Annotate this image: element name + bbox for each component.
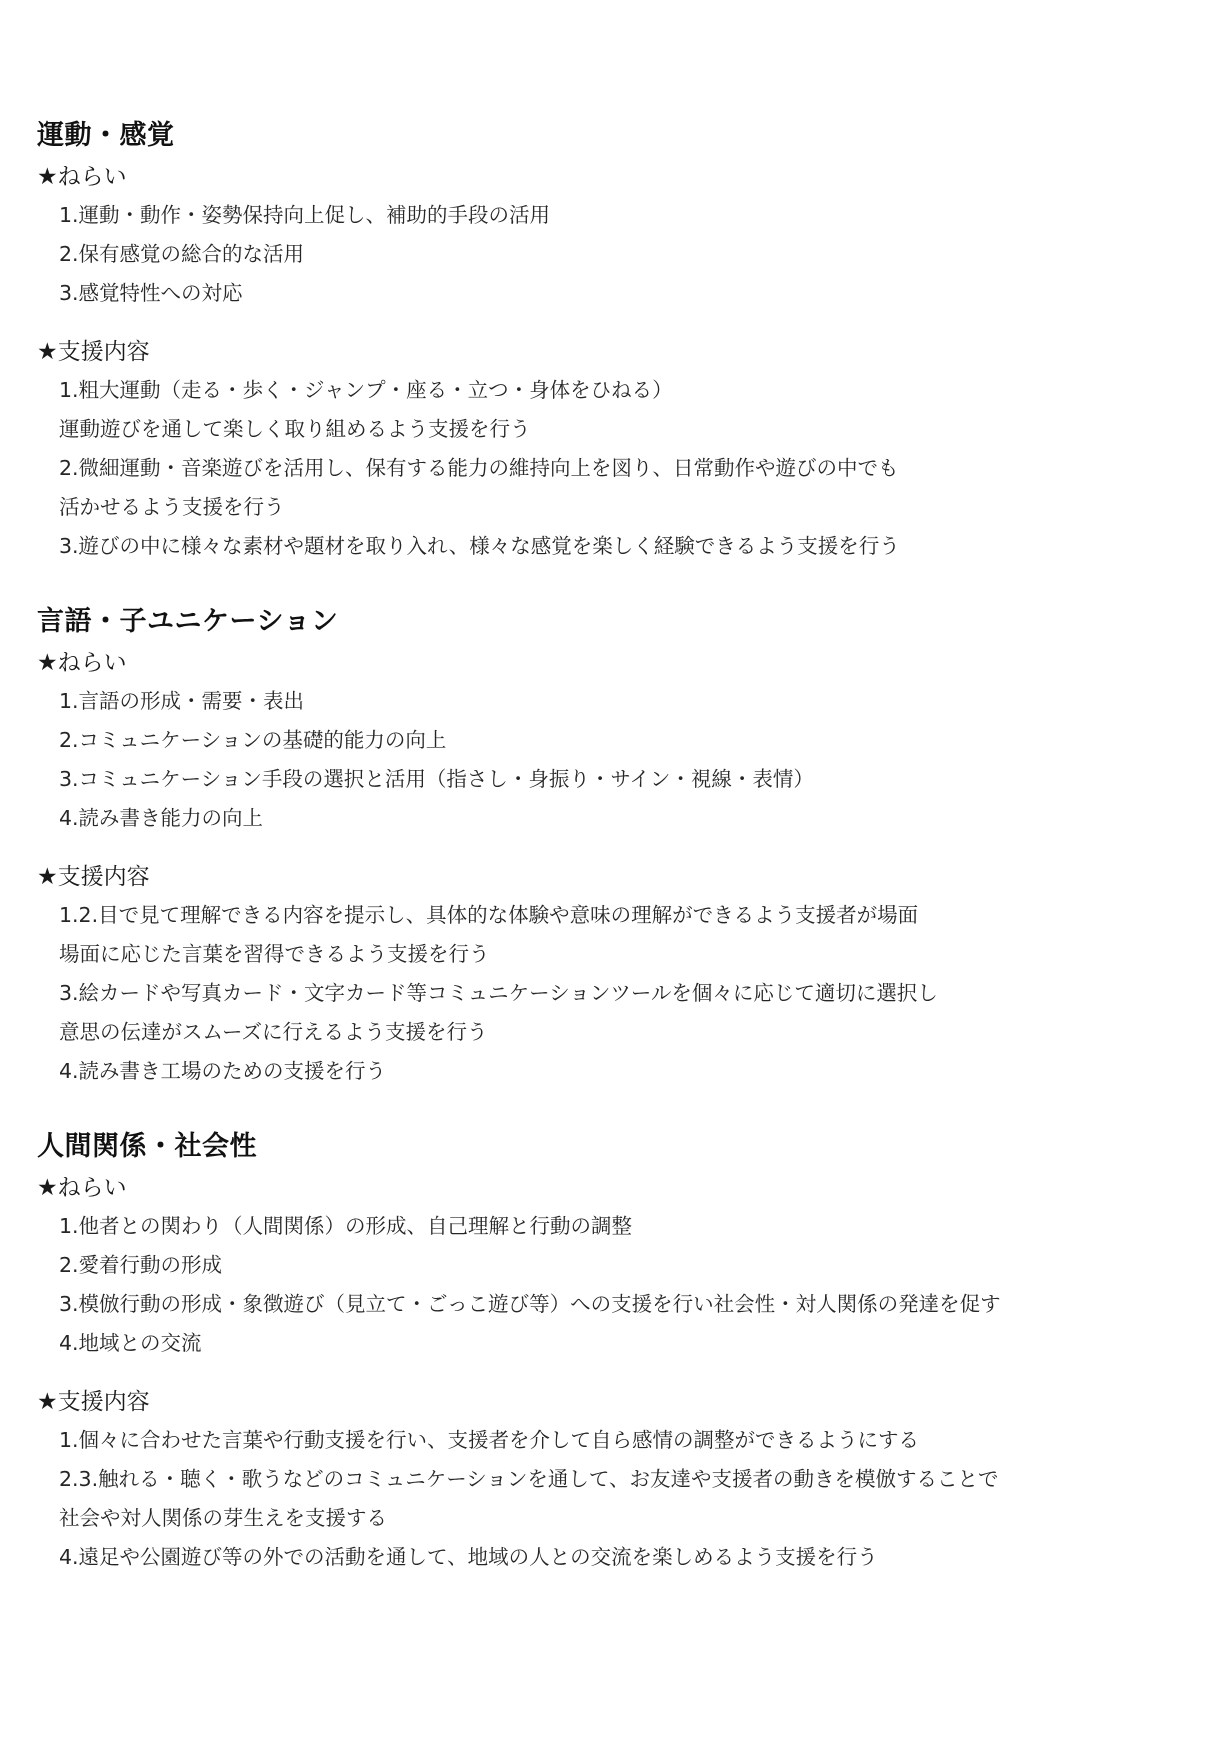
aims-heading: ★ねらい [37,650,127,676]
support-block [37,335,1187,566]
aims-block [37,1171,1187,1363]
section-title: 運動・感覚 [37,120,175,151]
list-item: 2.愛着行動の形成 [59,1253,223,1277]
list-item: 3.絵カードや写真カード・文字カード等コミュニケーションツールを個々に応じて適切に選択し [59,981,938,1005]
support-block [37,1385,1187,1577]
aims-block [37,160,1187,313]
list-item: 運動遊びを通して楽しく取り組めるよう支援を行う [59,417,531,441]
list-item: 活かせるよう支援を行う [59,495,285,519]
section-relationships-social [37,1129,1187,1577]
list-item: 4.読み書き能力の向上 [59,806,264,830]
aims-list [37,1207,1187,1363]
support-heading: ★支援内容 [37,339,150,365]
list-item: 3.感覚特性への対応 [59,281,243,305]
section-language-communication [37,604,1187,1091]
support-heading: ★支援内容 [37,1389,150,1415]
list-item: 2.コミュニケーションの基礎的能力の向上 [59,728,447,752]
support-list [37,1421,1187,1577]
list-item: 4.読み書き工場のための支援を行う [59,1059,387,1083]
aims-heading: ★ねらい [37,1175,127,1201]
list-item: 4.遠足や公園遊び等の外での活動を通して、地域の人との交流を楽しめるよう支援を行う [59,1545,878,1569]
list-item: 場面に応じた言葉を習得できるよう支援を行う [59,942,490,966]
list-item: 3.コミュニケーション手段の選択と活用（指さし・身振り・サイン・視線・表情） [59,767,814,791]
aims-list [37,682,1187,838]
section-motor-sensory [37,118,1187,566]
aims-heading: ★ねらい [37,164,127,190]
list-item: 1.2.目で見て理解できる内容を提示し、具体的な体験や意味の理解ができるよう支援者が場面 [59,903,919,927]
list-item: 2.微細運動・音楽遊びを活用し、保有する能力の維持向上を図り、日常動作や遊びの中でも [59,456,899,480]
aims-list [37,196,1187,313]
list-item: 4.地域との交流 [59,1331,202,1355]
list-item: 3.模倣行動の形成・象徴遊び（見立て・ごっこ遊び等）への支援を行い社会性・対人関係の発達を促す [59,1292,1001,1316]
aims-block [37,646,1187,838]
list-item: 意思の伝達がスムーズに行えるよう支援を行う [59,1020,488,1044]
list-item: 1.粗大運動（走る・歩く・ジャンプ・座る・立つ・身体をひねる） [59,378,673,402]
support-list [37,896,1187,1091]
list-item: 1.運動・動作・姿勢保持向上促し、補助的手段の活用 [59,203,551,227]
list-item: 1.個々に合わせた言葉や行動支援を行い、支援者を介して自ら感情の調整ができるようにする [59,1428,920,1452]
section-title: 言語・子ユニケーション [37,606,339,637]
section-title: 人間関係・社会性 [37,1131,257,1162]
support-block [37,860,1187,1091]
list-item: 2.保有感覚の総合的な活用 [59,242,305,266]
list-item: 1.言語の形成・需要・表出 [59,689,305,713]
list-item: 2.3.触れる・聴く・歌うなどのコミュニケーションを通して、お友達や支援者の動きを模倣することで [59,1467,999,1491]
support-list [37,371,1187,566]
list-item: 1.他者との関わり（人間関係）の形成、自己理解と行動の調整 [59,1214,633,1238]
list-item: 社会や対人関係の芽生えを支援する [59,1506,387,1530]
list-item: 3.遊びの中に様々な素材や題材を取り入れ、様々な感覚を楽しく経験できるよう支援を行う [59,534,900,558]
support-heading: ★支援内容 [37,864,150,890]
document-page [37,118,1187,1577]
